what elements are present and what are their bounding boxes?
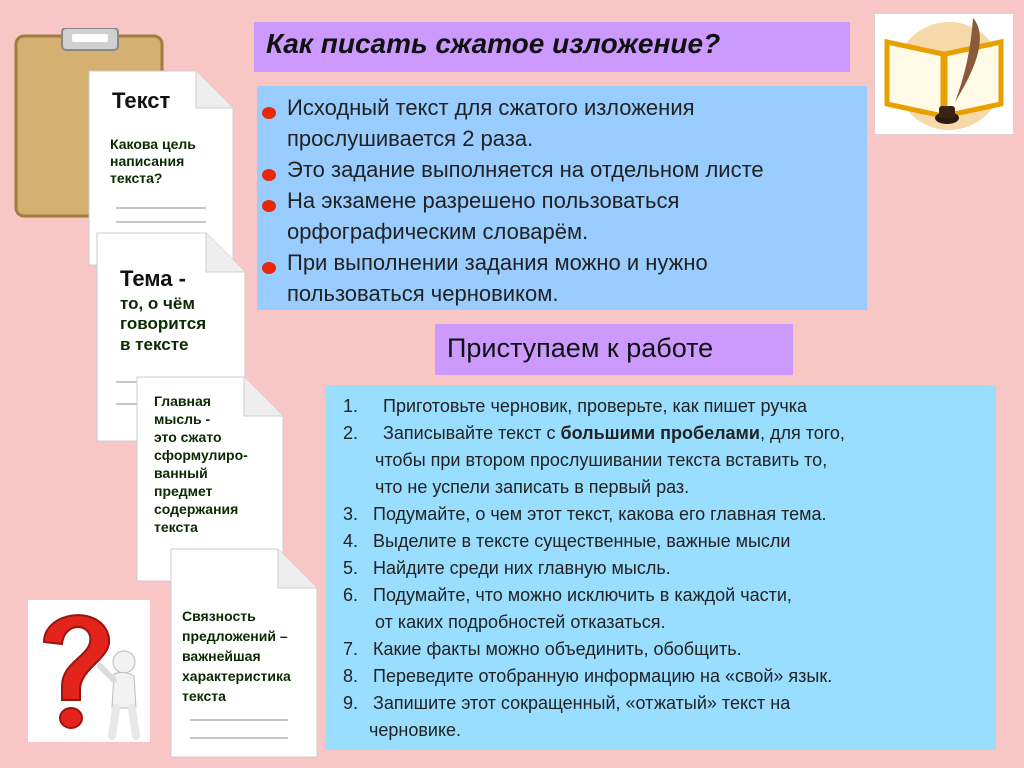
step-item: 8. Переведите отобранную информацию на «свой» язык. [343,666,833,686]
sheet-body: Связность предложений – важнейшая характеристика текста [182,608,291,704]
sheet-body: Какова цель написания текста? [110,136,196,186]
step-item: 1. Приготовьте черновик, проверьте, как пишет ручка [343,396,807,416]
list-item: При выполнении задания можно и нужно пользоваться черновиком. [287,247,857,309]
bullet-icon [262,262,276,274]
step-item: 6. Подумайте, что можно исключить в каждой части, [343,585,792,605]
list-item: Это задание выполняется на отдельном листе [287,154,857,185]
bullet-icon [262,107,276,119]
step-item: 4. Выделите в тексте существенные, важные мысли [343,531,791,551]
step-item: 5. Найдите среди них главную мысль. [343,558,671,578]
bullet-icon [262,169,276,181]
sheet-coherence [170,548,318,758]
list-item: Исходный текст для сжатого изложения прослушивается 2 раза. [287,92,857,154]
step-item: 9. Запишите этот сокращенный, «отжатый» текст на [343,693,791,713]
step-item: 7. Какие факты можно объединить, обобщить. [343,639,742,659]
step-item: 2. Записывайте текст с большими пробелами, для того, [343,423,845,443]
step-item: 3. Подумайте, о чем этот текст, какова его главная тема. [343,504,827,524]
section-title: Приступаем к работе [447,333,714,363]
open-book-quill-icon [874,13,1014,135]
subtitle-box [435,324,793,375]
title-box [254,22,850,72]
list-item: На экзамене разрешено пользоваться орфографическим словарём. [287,185,857,247]
rules-box [257,86,867,310]
sheet-heading: Тема - [120,266,186,291]
sheet-body: то, о чём говорится в тексте [120,294,207,354]
sheet-heading: Текст [112,88,171,113]
bullet-icon [262,200,276,212]
page-title: Как писать сжатое изложение? [266,28,721,59]
sheet-body: Главная мысль - это сжато сформулиро- ванный предмет содержания текста [154,393,248,535]
steps-box: 1. Приготовьте черновик, проверьте, как пишет ручка 2. Записывайте текст с большими пробелами, для того, чтобы при втором прослушивании текста вставить то, что не успели записать в первый раз. 3. Подумайте, о чем этот текст, какова его главная тема. 4. Выделите в тексте существенные, важные мысли 5. Найдите среди них главную мысль. 6. Подумайте, что можно исключить в каждой части, от каких подробностей отказаться. 7. Какие факты можно объединить, обобщить. 8. Переведите отобранную информацию на «свой» язык. 9. Запишите этот сокращенный, «отжатый» текст на черновике. [325,385,996,750]
question-mark-figure-icon [28,600,150,742]
